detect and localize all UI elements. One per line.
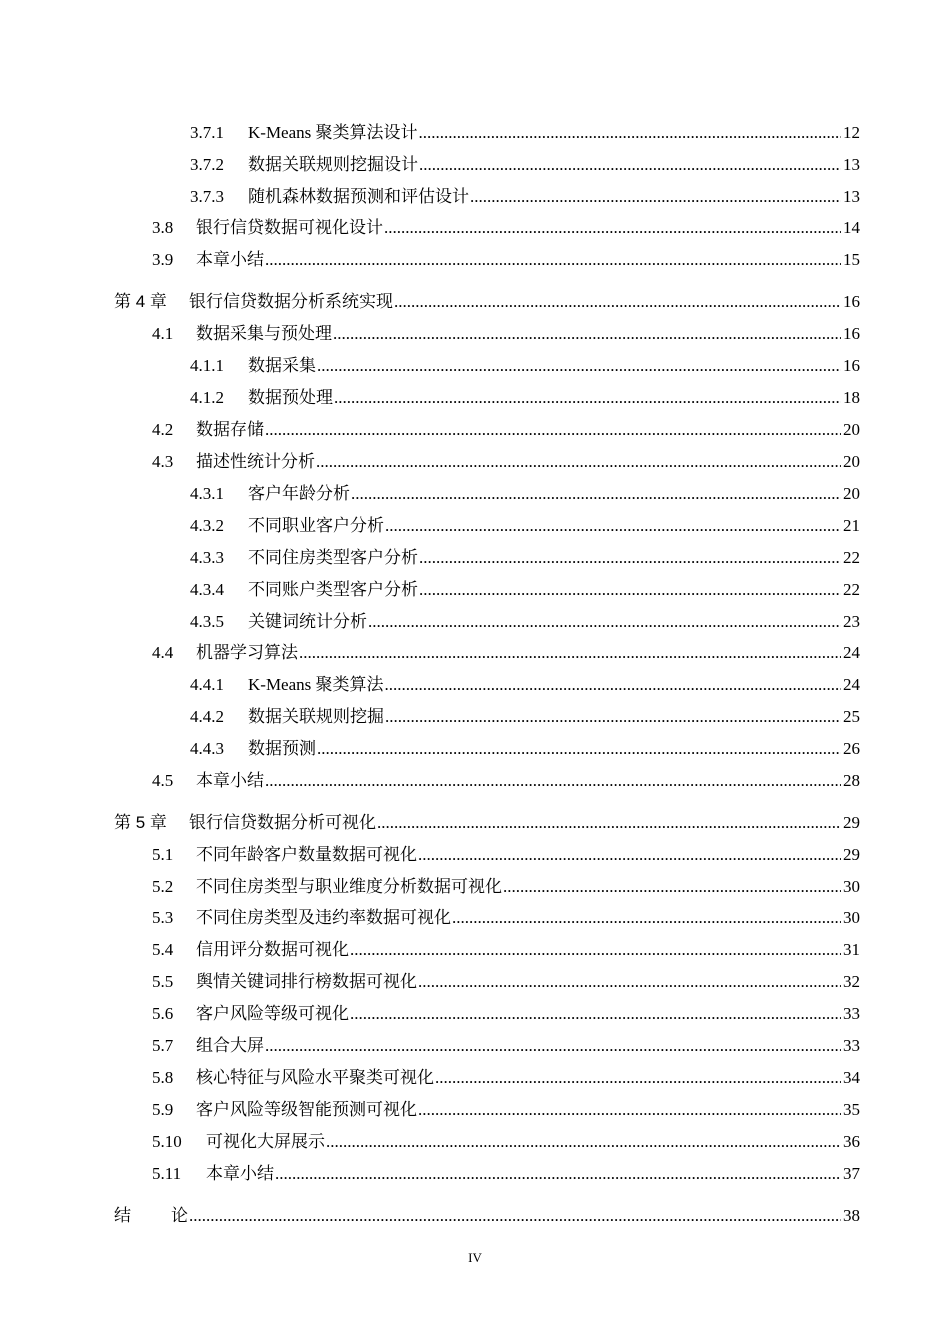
dot-leader xyxy=(418,843,841,867)
toc-entry-title: 描述性统计分析 xyxy=(196,452,315,471)
toc-entry-number: 4.4.1 xyxy=(190,675,224,694)
toc-entry-4-4-3[interactable] xyxy=(190,737,860,761)
toc-entry-title: 不同住房类型客户分析 xyxy=(248,548,418,567)
toc-entry-4-4-1[interactable] xyxy=(190,673,860,697)
toc-entry-5-2[interactable] xyxy=(152,875,860,899)
toc-entry-title: 数据采集与预处理 xyxy=(196,324,332,343)
toc-entry-number: 5.10 xyxy=(152,1132,182,1151)
toc-entry-page: 32 xyxy=(843,972,860,991)
dot-leader xyxy=(334,386,841,410)
toc-entry-number: 4.4.2 xyxy=(190,707,224,726)
dot-leader xyxy=(385,514,841,538)
dot-leader xyxy=(265,418,841,442)
toc-entry-page: 13 xyxy=(843,187,860,206)
page-number-footer: IV xyxy=(468,1250,482,1265)
dot-leader xyxy=(385,673,841,697)
toc-entry-page: 24 xyxy=(843,643,860,662)
toc-entry-page: 28 xyxy=(843,771,860,790)
toc-entry-title: 信用评分数据可视化 xyxy=(196,940,349,959)
toc-entry-title: 不同职业客户分析 xyxy=(248,516,384,535)
toc-entry-number: 5.6 xyxy=(152,1004,174,1023)
toc-entry-title: 客户年龄分析 xyxy=(248,484,350,503)
toc-entry-number: 4.4.3 xyxy=(190,739,224,758)
toc-entry-number: 第 5 章 xyxy=(114,813,167,832)
dot-leader xyxy=(418,970,841,994)
toc-entry-title: 银行信贷数据可视化设计 xyxy=(196,218,383,237)
toc-entry-title: 组合大屏 xyxy=(196,1036,264,1055)
toc-entry-title: 数据预处理 xyxy=(248,388,333,407)
toc-entry-number: 3.9 xyxy=(152,250,174,269)
toc-entry-conclusion[interactable] xyxy=(114,1204,860,1228)
dot-leader xyxy=(265,1034,841,1058)
dot-leader xyxy=(350,938,841,962)
toc-entry-number: 4.5 xyxy=(152,771,174,790)
toc-entry-5-7[interactable] xyxy=(152,1034,860,1058)
toc-entry-number: 5.2 xyxy=(152,877,174,896)
dot-leader xyxy=(435,1066,841,1090)
toc-entry-number: 5.3 xyxy=(152,908,174,927)
dot-leader xyxy=(503,875,841,899)
dot-leader xyxy=(265,248,841,272)
toc-entry-title: 可视化大屏展示 xyxy=(206,1132,325,1151)
toc-entry-5-1[interactable] xyxy=(152,843,860,867)
toc-entry-page: 20 xyxy=(843,420,860,439)
toc-entry-3-7-1[interactable] xyxy=(190,121,860,145)
toc-entry-page: 31 xyxy=(843,940,860,959)
toc-entry-4-3-4[interactable] xyxy=(190,578,860,602)
toc-entry-page: 13 xyxy=(843,155,860,174)
dot-leader xyxy=(418,1098,841,1122)
toc-entry-title: 客户风险等级智能预测可视化 xyxy=(196,1100,417,1119)
toc-entry-title: 不同账户类型客户分析 xyxy=(248,580,418,599)
toc-entry-number: 4.1 xyxy=(152,324,174,343)
toc-entry-4-1[interactable] xyxy=(152,322,860,346)
toc-entry-number: 结 xyxy=(114,1206,131,1225)
toc-entry-page: 22 xyxy=(843,548,860,567)
toc-entry-title: 不同住房类型及违约率数据可视化 xyxy=(196,908,451,927)
toc-entry-page: 16 xyxy=(843,356,860,375)
toc-entry-page: 33 xyxy=(843,1004,860,1023)
toc-entry-3-9[interactable] xyxy=(152,248,860,272)
toc-entry-page: 29 xyxy=(843,813,860,832)
toc-entry-page: 22 xyxy=(843,580,860,599)
dot-leader xyxy=(419,546,841,570)
toc-entry-title: 银行信贷数据分析系统实现 xyxy=(189,292,393,311)
toc-entry-5-9[interactable] xyxy=(152,1098,860,1122)
toc-entry-title: 银行信贷数据分析可视化 xyxy=(189,813,376,832)
dot-leader xyxy=(470,185,841,209)
dot-leader xyxy=(419,578,841,602)
dot-leader xyxy=(351,482,841,506)
toc-entry-title: 数据存储 xyxy=(196,420,264,439)
toc-entry-page: 30 xyxy=(843,908,860,927)
dot-leader xyxy=(299,641,841,665)
toc-entry-page: 34 xyxy=(843,1068,860,1087)
dot-leader xyxy=(326,1130,841,1154)
dot-leader xyxy=(452,906,841,930)
toc-entry-number: 4.3.2 xyxy=(190,516,224,535)
toc-entry-page: 21 xyxy=(843,516,860,535)
toc-entry-number: 4.1.1 xyxy=(190,356,224,375)
toc-entry-number: 5.11 xyxy=(152,1164,182,1183)
toc-entry-3-7-2[interactable] xyxy=(190,153,860,177)
toc-entry-number: 5.1 xyxy=(152,845,174,864)
toc-entry-page: 20 xyxy=(843,484,860,503)
toc-entry-number: 3.7.2 xyxy=(190,155,224,174)
toc-entry-page: 29 xyxy=(843,845,860,864)
toc-entry-number: 4.3.3 xyxy=(190,548,224,567)
toc-entry-4-4[interactable] xyxy=(152,641,860,665)
toc-entry-page: 38 xyxy=(843,1206,860,1225)
toc-entry-page: 23 xyxy=(843,612,860,631)
toc-entry-4-3-1[interactable] xyxy=(190,482,860,506)
dot-leader xyxy=(350,1002,841,1026)
toc-entry-4-3[interactable] xyxy=(152,450,860,474)
toc-entry-number: 5.8 xyxy=(152,1068,174,1087)
toc-entry-4-3-2[interactable] xyxy=(190,514,860,538)
toc-entry-title: 不同住房类型与职业维度分析数据可视化 xyxy=(196,877,502,896)
toc-entry-3-7-3[interactable] xyxy=(190,185,860,209)
toc-entry-title: K-Means 聚类算法设计 xyxy=(248,123,418,142)
toc-entry-title: 随机森林数据预测和评估设计 xyxy=(248,187,469,206)
toc-entry-number: 4.4 xyxy=(152,643,174,662)
dot-leader xyxy=(419,121,841,145)
toc-entry-page: 33 xyxy=(843,1036,860,1055)
toc-entry-5-11[interactable] xyxy=(152,1162,860,1186)
toc-entry-page: 24 xyxy=(843,675,860,694)
dot-leader xyxy=(394,290,841,314)
toc-entry-title: K-Means 聚类算法 xyxy=(248,675,384,694)
toc-entry-4-2[interactable] xyxy=(152,418,860,442)
toc-entry-page: 14 xyxy=(843,218,860,237)
toc-entry-number: 4.1.2 xyxy=(190,388,224,407)
toc-entry-number: 4.3 xyxy=(152,452,174,471)
dot-leader xyxy=(419,153,841,177)
toc-entry-title: 本章小结 xyxy=(206,1164,274,1183)
toc-entry-number: 第 4 章 xyxy=(114,292,167,311)
toc-entry-number: 4.3.5 xyxy=(190,612,224,631)
toc-entry-4-3-5[interactable] xyxy=(190,610,860,634)
toc-entry-number: 3.7.3 xyxy=(190,187,224,206)
dot-leader xyxy=(333,322,841,346)
toc-entry-title: 核心特征与风险水平聚类可视化 xyxy=(196,1068,434,1087)
toc-entry-chapter-4[interactable] xyxy=(114,290,860,314)
toc-entry-number: 4.3.1 xyxy=(190,484,224,503)
toc-entry-4-1-2[interactable] xyxy=(190,386,860,410)
toc-entry-4-4-2[interactable] xyxy=(190,705,860,729)
toc-entry-number: 5.7 xyxy=(152,1036,174,1055)
toc-entry-5-8[interactable] xyxy=(152,1066,860,1090)
toc-entry-title: 数据采集 xyxy=(248,356,316,375)
dot-leader xyxy=(317,354,841,378)
dot-leader xyxy=(384,216,841,240)
toc-entry-title: 客户风险等级可视化 xyxy=(196,1004,349,1023)
toc-entry-page: 18 xyxy=(843,388,860,407)
toc-entry-number: 5.5 xyxy=(152,972,174,991)
toc-entry-title: 机器学习算法 xyxy=(196,643,298,662)
toc-entry-5-4[interactable] xyxy=(152,938,860,962)
toc-entry-4-1-1[interactable] xyxy=(190,354,860,378)
toc-entry-page: 26 xyxy=(843,739,860,758)
toc-entry-title: 本章小结 xyxy=(196,250,264,269)
toc-entry-title: 数据关联规则挖掘设计 xyxy=(248,155,418,174)
toc-entry-5-3[interactable] xyxy=(152,906,860,930)
toc-entry-5-5[interactable] xyxy=(152,970,860,994)
toc-entry-title: 舆情关键词排行榜数据可视化 xyxy=(196,972,417,991)
toc-entry-3-8[interactable] xyxy=(152,216,860,240)
toc-entry-title: 本章小结 xyxy=(196,771,264,790)
toc-entry-page: 12 xyxy=(843,123,860,142)
toc-entry-title: 数据关联规则挖掘 xyxy=(248,707,384,726)
dot-leader xyxy=(189,1204,841,1228)
dot-leader xyxy=(368,610,841,634)
toc-entry-number: 3.7.1 xyxy=(190,123,224,142)
toc-entry-chapter-5[interactable] xyxy=(114,811,860,835)
dot-leader xyxy=(275,1162,841,1186)
toc-entry-5-10[interactable] xyxy=(152,1130,860,1154)
toc-entry-number: 4.3.4 xyxy=(190,580,224,599)
toc-entry-page: 35 xyxy=(843,1100,860,1119)
toc-entry-page: 20 xyxy=(843,452,860,471)
toc-entry-4-5[interactable] xyxy=(152,769,860,793)
toc-entry-title: 关键词统计分析 xyxy=(248,612,367,631)
toc-entry-number: 5.9 xyxy=(152,1100,174,1119)
toc-entry-number: 5.4 xyxy=(152,940,174,959)
toc-entry-number: 4.2 xyxy=(152,420,174,439)
toc-entry-title: 论 xyxy=(171,1206,188,1225)
toc-entry-page: 25 xyxy=(843,707,860,726)
toc-entry-page: 30 xyxy=(843,877,860,896)
toc-entry-5-6[interactable] xyxy=(152,1002,860,1026)
toc-entry-page: 16 xyxy=(843,324,860,343)
dot-leader xyxy=(377,811,841,835)
toc-entry-title: 数据预测 xyxy=(248,739,316,758)
dot-leader xyxy=(317,737,841,761)
toc-entry-page: 16 xyxy=(843,292,860,311)
toc-entry-title: 不同年龄客户数量数据可视化 xyxy=(196,845,417,864)
toc-entry-page: 37 xyxy=(843,1164,860,1183)
dot-leader xyxy=(265,769,841,793)
toc-entry-4-3-3[interactable] xyxy=(190,546,860,570)
toc-entry-number: 3.8 xyxy=(152,218,174,237)
toc-entry-page: 36 xyxy=(843,1132,860,1151)
dot-leader xyxy=(316,450,841,474)
toc-entry-page: 15 xyxy=(843,250,860,269)
dot-leader xyxy=(385,705,841,729)
